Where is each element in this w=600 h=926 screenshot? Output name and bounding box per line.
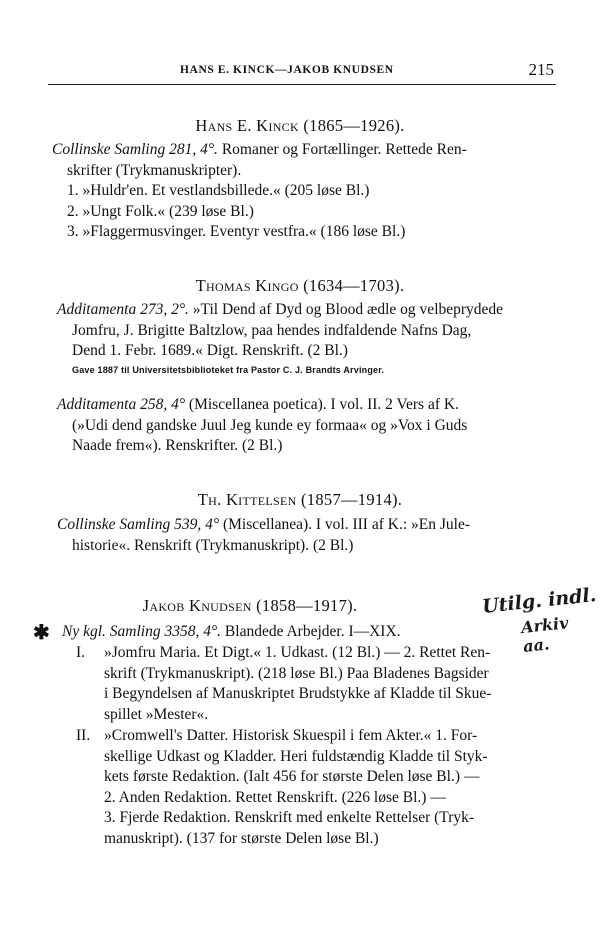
heading-dates: (1634—1703). <box>303 276 405 295</box>
entry-text: (»Udi dend gandske Juul Jeg kunde ey formaa« og »Vox i Guds <box>72 416 468 434</box>
entry-kinck <box>52 140 467 181</box>
entry-kittelsen <box>57 515 470 556</box>
collection-ref: Ny kgl. Samling 3358, 4°. <box>62 623 222 640</box>
handwritten-note: Utilg. indl. <box>481 584 598 618</box>
heading-name: Thomas Kingo <box>195 276 299 295</box>
entry-text: 3. Fjerde Redaktion. Renskrift med enkelte Rettelser (Tryk- <box>104 809 475 826</box>
collection-ref: Collinske Samling 281, 4°. <box>52 141 218 158</box>
list-kinck <box>67 181 405 243</box>
list-item: 1. »Huldr'en. Et vestlandsbillede.« (205 løse Bl.) <box>67 182 370 199</box>
entry-kingo-1 <box>57 300 503 378</box>
roman-numeral: II. <box>76 727 91 744</box>
entry-text: (Miscellanea). I vol. III af K.: »En Jule- <box>219 516 470 533</box>
list-item: 3. »Flaggermusvinger. Eventyr vestfra.« (186 løse Bl.) <box>67 223 406 240</box>
running-header <box>48 62 556 85</box>
page-number: 215 <box>528 60 554 79</box>
heading-kingo <box>0 276 600 296</box>
entry-text: 2. Anden Redaktion. Rettet Renskrift. (226 løse Bl.) — <box>104 788 446 806</box>
heading-dates: (1858—1917). <box>256 596 358 615</box>
entry-text: historie«. Renskrift (Trykmanuskript). (2 Bl.) <box>72 536 354 554</box>
roman-item-2 <box>76 726 488 849</box>
roman-item-1 <box>76 643 491 725</box>
roman-numeral: I. <box>76 644 86 661</box>
list-item: 2. »Ungt Folk.« (239 løse Bl.) <box>67 202 254 220</box>
entry-knudsen <box>62 622 401 643</box>
heading-kittelsen <box>0 490 600 510</box>
heading-name: Hans E. Kinck <box>195 116 299 135</box>
collection-ref: Additamenta 258, 4° <box>57 396 186 413</box>
entry-text: Jomfru, J. Brigitte Baltzlow, paa hendes indfaldende Nafns Dag, <box>72 321 472 339</box>
entry-text: »Jomfru Maria. Et Digt.« 1. Udkast. (12 Bl.) — 2. Rettet Ren- <box>104 644 491 661</box>
provenance-note: Gave 1887 til Universitetsbiblioteket fra Pastor C. J. Brandts Arvinger. <box>72 364 385 375</box>
entry-text: (Miscellanea poetica). I vol. II. 2 Vers af K. <box>185 396 459 413</box>
entry-text: spillet »Mester«. <box>104 705 209 723</box>
heading-kinck <box>0 116 600 136</box>
entry-text: Romaner og Fortællinger. Rettede Ren- <box>217 141 467 158</box>
entry-text: skrifter (Trykmanuskripter). <box>67 161 242 179</box>
heading-dates: (1857—1914). <box>301 490 403 509</box>
entry-text: manuskript). (137 for største Delen løse Bl.) <box>104 829 379 847</box>
heading-name: Th. Kittelsen <box>197 490 297 509</box>
entry-text: skellige Udkast og Kladder. Heri fuldstændig Kladde til Styk- <box>104 747 488 765</box>
entry-text: kets første Redaktion. (Ialt 456 for største Delen løse Bl.) — <box>104 768 480 785</box>
handwritten-note: Arkiv aa. <box>520 613 570 656</box>
entry-kingo-2 <box>57 395 467 457</box>
entry-text: Naade frem«). Renskrifter. (2 Bl.) <box>72 437 283 454</box>
running-title: HANS E. KINCK—JAKOB KNUDSEN <box>180 64 394 76</box>
heading-knudsen <box>0 596 550 616</box>
entry-text: Blandede Arbejder. I—XIX. <box>221 623 401 640</box>
entry-text: »Cromwell's Datter. Historisk Skuespil i fem Akter.« 1. For- <box>104 727 478 744</box>
entry-text: Dend 1. Febr. 1689.« Digt. Renskrift. (2 Bl.) <box>72 342 348 359</box>
entry-text: »Til Dend af Dyd og Blood ædle og velbeprydede <box>188 301 504 318</box>
heading-dates: (1865—1926). <box>303 116 405 135</box>
asterisk-mark: ✱ <box>33 622 50 644</box>
collection-ref: Collinske Samling 539, 4° <box>57 516 220 533</box>
heading-name: Jakob Knudsen <box>142 596 252 615</box>
entry-text: skrift (Trykmanuskript). (218 løse Bl.) Paa Bladenes Bagsider <box>104 664 489 682</box>
collection-ref: Additamenta 273, 2°. <box>57 301 189 318</box>
entry-text: i Begyndelsen af Manuskriptet Brudstykke af Kladde til Skue- <box>104 685 492 702</box>
